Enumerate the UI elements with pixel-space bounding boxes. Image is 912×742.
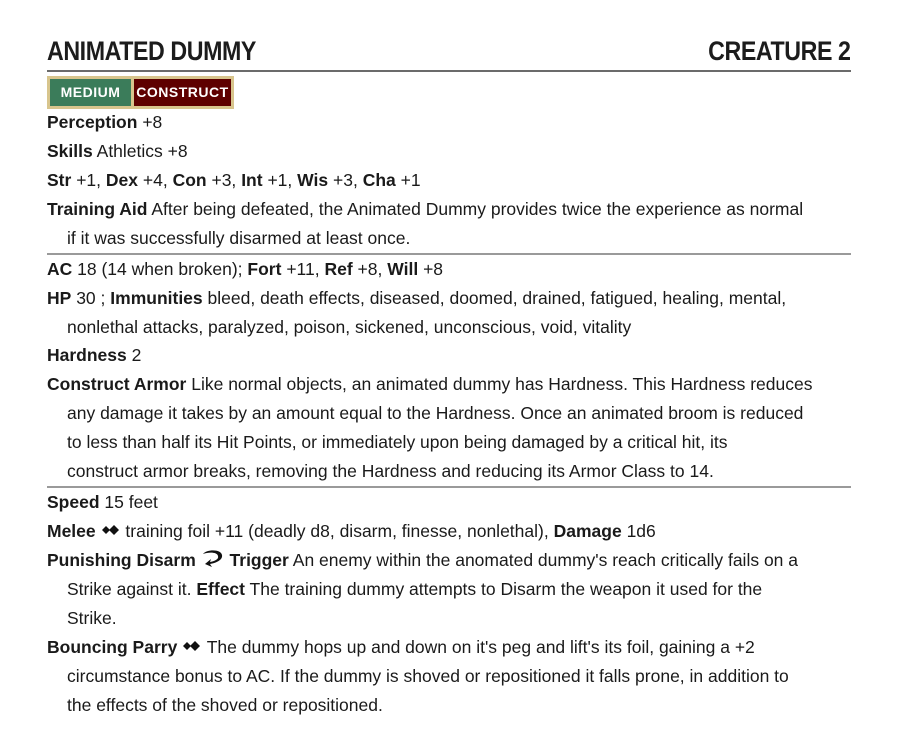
training-aid-text: After being defeated, the Animated Dummy provides twice the experience as normal: [151, 199, 804, 219]
int-label: Int: [241, 170, 263, 190]
hardness-label: Hardness: [47, 345, 127, 365]
immunities-text-2: nonlethal attacks, paralyzed, poison, sickened, unconscious, void, vitality: [67, 317, 632, 337]
perception-line: [47, 108, 851, 137]
construct-armor-line-4: [47, 457, 851, 486]
training-aid-line: [47, 195, 851, 224]
immunities-label: Immunities: [110, 288, 203, 308]
punishing-disarm-label: Punishing Disarm: [47, 550, 196, 570]
hp-line: [47, 284, 851, 313]
melee-text: training foil +11 (deadly d8, disarm, finesse, nonlethal),: [125, 521, 549, 541]
ref-label: Ref: [324, 259, 353, 279]
melee-label: Melee: [47, 521, 96, 541]
defense-line: [47, 255, 851, 284]
punishing-disarm-text-3: Strike.: [67, 608, 117, 628]
dex-label: Dex: [105, 170, 138, 190]
construct-armor-label: Construct Armor: [47, 374, 187, 394]
trait-bar: [47, 76, 234, 109]
wis-label: Wis: [297, 170, 329, 190]
will-label: Will: [387, 259, 419, 279]
str-label: Str: [47, 170, 72, 190]
construct-armor-text-2: any damage it takes by an amount equal to the Hardness. Once an animated broom is reduced: [67, 403, 804, 423]
dex-value: +4,: [142, 170, 168, 190]
title-bar: [47, 34, 851, 72]
bouncing-parry-text: The dummy hops up and down on it's peg and lift's its foil, gaining a +2: [206, 637, 755, 657]
bouncing-parry-line-2: [47, 662, 851, 691]
fort-value: +11,: [286, 259, 320, 279]
effect-label: Effect: [196, 579, 245, 599]
damage-value: 1d6: [626, 521, 656, 541]
speed-line: [47, 488, 851, 517]
skills-label: Skills: [47, 141, 93, 161]
reaction-icon: [201, 547, 225, 576]
creature-name: ANIMATED DUMMY: [47, 36, 256, 66]
ac-label: AC: [47, 259, 73, 279]
construct-armor-line-2: [47, 399, 851, 428]
bouncing-parry-text-2: circumstance bonus to AC. If the dummy is shoved or repositioned it falls prone, in addition to: [67, 666, 789, 686]
construct-armor-line-3: [47, 428, 851, 457]
ref-value: +8,: [357, 259, 383, 279]
cha-value: +1: [400, 170, 421, 190]
punishing-disarm-line: [47, 546, 851, 576]
one-action-icon: [182, 634, 202, 663]
training-aid-line-2: [47, 224, 851, 253]
int-value: +1,: [267, 170, 293, 190]
melee-line: [47, 517, 851, 547]
training-aid-text-2: if it was successfully disarmed at least once.: [67, 228, 411, 248]
bouncing-parry-label: Bouncing Parry: [47, 637, 178, 657]
construct-armor-text-4: construct armor breaks, removing the Hardness and reducing its Armor Class to 14.: [67, 461, 714, 481]
will-value: +8: [423, 259, 444, 279]
perception-value: +8: [142, 112, 163, 132]
trait-type[interactable]: CONSTRUCT: [134, 79, 231, 106]
training-aid-label: Training Aid: [47, 199, 148, 219]
trigger-text: An enemy within the anomated dummy's reach critically fails on a: [292, 550, 799, 570]
punishing-disarm-text-2: Strike against it.: [67, 579, 192, 599]
speed-value: 15 feet: [104, 492, 158, 512]
fort-label: Fort: [247, 259, 282, 279]
hardness-value: 2: [131, 345, 142, 365]
hp-line-2: [47, 313, 851, 342]
trait-size[interactable]: MEDIUM: [50, 79, 131, 106]
bouncing-parry-line: [47, 633, 851, 663]
con-value: +3,: [211, 170, 237, 190]
wis-value: +3,: [333, 170, 358, 190]
damage-label: Damage: [553, 521, 622, 541]
hp-value: 30 ;: [76, 288, 106, 308]
cha-label: Cha: [362, 170, 396, 190]
punishing-disarm-line-3: [47, 604, 851, 633]
perception-label: Perception: [47, 112, 138, 132]
hp-label: HP: [47, 288, 72, 308]
con-label: Con: [172, 170, 207, 190]
bouncing-parry-text-3: the effects of the shoved or repositioned.: [67, 695, 383, 715]
construct-armor-line: [47, 370, 851, 399]
bouncing-parry-line-3: [47, 691, 851, 720]
effect-text: The training dummy attempts to Disarm the weapon it used for the: [249, 579, 763, 599]
ac-value: 18 (14 when broken);: [77, 259, 243, 279]
abilities-line: [47, 166, 851, 195]
immunities-text: bleed, death effects, diseased, doomed, drained, fatigued, healing, mental,: [207, 288, 787, 308]
skills-value: Athletics +8: [96, 141, 188, 161]
speed-label: Speed: [47, 492, 100, 512]
creature-level: CREATURE 2: [708, 36, 851, 66]
skills-line: [47, 137, 851, 166]
trigger-label: Trigger: [229, 550, 289, 570]
construct-armor-text-3: to less than half its Hit Points, or immediately upon being damaged by a critical hit, its: [67, 432, 728, 452]
punishing-disarm-line-2: [47, 575, 851, 604]
hardness-line: [47, 341, 851, 370]
str-value: +1,: [76, 170, 102, 190]
construct-armor-text: Like normal objects, an animated dummy has Hardness. This Hardness reduces: [191, 374, 813, 394]
one-action-icon: [101, 518, 121, 547]
